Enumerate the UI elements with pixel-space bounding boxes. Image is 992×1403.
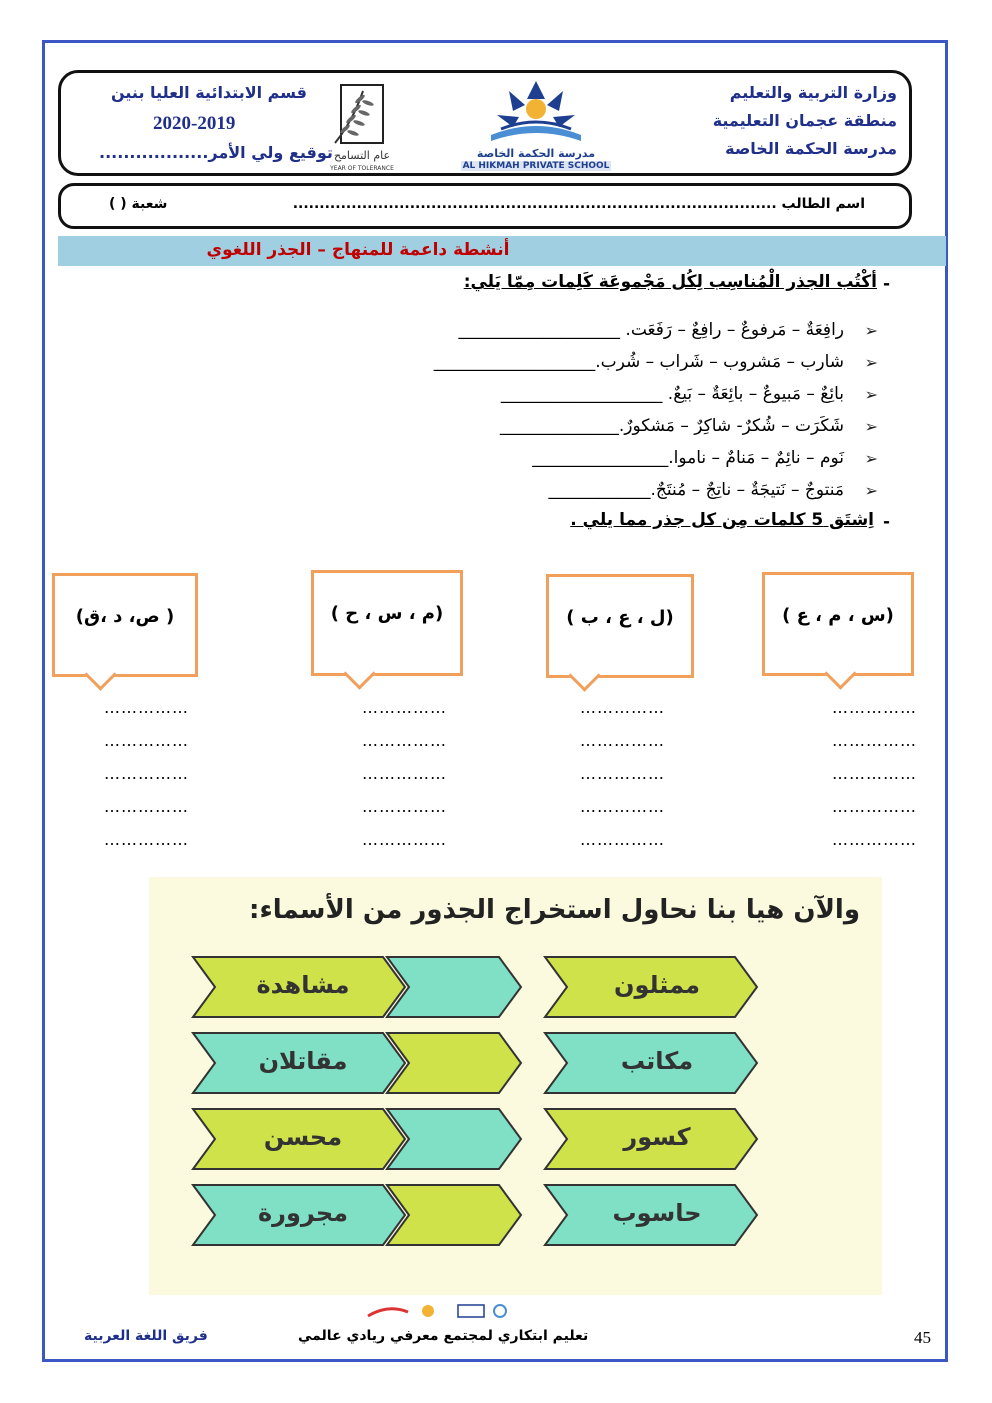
header-box (58, 70, 912, 176)
section-field: شعبة ( ) (109, 196, 168, 212)
puzzle-title: والآن هيا بنا نحاول استخراج الجذور من الأسماء: (249, 895, 860, 925)
banner-title: أنشطة داعمة للمنهاج – الجذر اللغوي (206, 240, 510, 260)
puzzle-word-right: مكاتب (620, 1047, 694, 1075)
list-item: شارب – مَشروب – شَراب – شُرب.___________________ (433, 352, 844, 372)
root-bubble-3 (311, 570, 463, 676)
tolerance-arabic: عام التسامح (333, 149, 391, 162)
answer-line: …………… (580, 830, 665, 849)
bullet-arrow-icon: ➢ (864, 481, 878, 500)
tolerance-logo (323, 81, 401, 175)
root-label: ( ص، د ،ق) (75, 606, 175, 627)
root-label: (م ، س ، ح ) (330, 603, 444, 624)
department-label: قسم الابتدائية العليا بنين (111, 83, 307, 102)
answer-line: …………… (362, 830, 447, 849)
footer-slogan: تعليم ابتكاري لمجتمع معرفي ريادي عالمي (298, 1328, 589, 1344)
answer-line: …………… (832, 731, 917, 750)
root-bubble-4 (52, 573, 198, 677)
root-label: (ل ، ع ، ب ) (566, 607, 674, 628)
school-year: 2020-2019 (153, 113, 236, 134)
tolerance-english: YEAR OF TOLERANCE (330, 165, 394, 172)
answer-line: …………… (832, 797, 917, 816)
bullet-arrow-icon: ➢ (864, 449, 878, 468)
activities-banner (58, 236, 946, 266)
answer-line: …………… (832, 764, 917, 783)
answer-line: …………… (362, 731, 447, 750)
footer-team: فريق اللغة العربية (84, 1328, 208, 1344)
roots-puzzle-image (149, 877, 882, 1295)
answer-line: …………… (832, 698, 917, 717)
puzzle-word-right: كسور (623, 1123, 691, 1151)
question2-dash: - (882, 512, 890, 532)
answer-line: …………… (104, 764, 189, 783)
school-label: مدرسة الحكمة الخاصة (725, 139, 897, 158)
logo-english-name: AL HIKMAH PRIVATE SCHOOL (462, 161, 610, 171)
answer-line: …………… (580, 698, 665, 717)
question1-title: أكْتُب الجذر الْمُناسِب لِكُل مَجْموعَة كَلِمات مِمّا يَلي: (463, 272, 877, 292)
region-label: منطقة عجمان التعليمية (712, 111, 897, 130)
footer-logos (366, 1302, 516, 1320)
answer-line: …………… (580, 764, 665, 783)
answer-line: …………… (362, 698, 447, 717)
parent-signature: توقيع ولي الأمر.................. (99, 143, 333, 162)
bullet-arrow-icon: ➢ (864, 385, 878, 404)
root-label: (س ، م ، ع ) (782, 605, 894, 626)
list-item: رافِعَةٌ – مَرفوعٌ – رافِعٌ – رَفَعَت. ___________________ (458, 320, 844, 340)
puzzle-word-left: محسن (263, 1123, 343, 1151)
list-item: بائِعٌ – مَبيوعٌ – بائِعَةٌ – بَيعٌ. ___________________ (500, 384, 844, 404)
answer-line: …………… (832, 830, 917, 849)
answer-line: …………… (104, 731, 189, 750)
answer-line: …………… (104, 698, 189, 717)
puzzle-arrows (149, 877, 882, 1295)
list-item: شَكَرَت – شُكرٌ- شاكِرٌ – مَشكورٌ.______________ (499, 416, 844, 436)
school-logo (461, 77, 611, 173)
list-item: مَنتوجٌ – نَتيجَةٌ – ناتِجٌ – مُنتَجٌ.____________ (548, 480, 844, 500)
puzzle-word-left: مقاتلان (258, 1047, 348, 1075)
ministry-label: وزارة التربية والتعليم (729, 83, 897, 102)
answer-line: …………… (362, 764, 447, 783)
logo-arabic-name: مدرسة الحكمة الخاصة (476, 147, 596, 160)
bullet-arrow-icon: ➢ (864, 353, 878, 372)
answer-line: …………… (104, 830, 189, 849)
question2-title: اِشتَق 5 كلمات مِن كل جذر مما يلي . (570, 510, 874, 530)
puzzle-word-right: حاسوب (612, 1199, 702, 1227)
answer-line: …………… (104, 797, 189, 816)
answer-line: …………… (580, 797, 665, 816)
answer-line: …………… (580, 731, 665, 750)
root-bubble-2 (546, 574, 694, 678)
puzzle-word-left: مجرورة (258, 1199, 348, 1227)
root-bubble-1 (762, 572, 914, 676)
page-number: 45 (914, 1328, 931, 1347)
bullet-arrow-icon: ➢ (864, 417, 878, 436)
puzzle-word-left: مشاهدة (256, 971, 350, 999)
puzzle-word-right: ممثلون (613, 971, 701, 999)
answer-line: …………… (362, 797, 447, 816)
bullet-arrow-icon: ➢ (864, 321, 878, 340)
list-item: نَوم – نائِمٌ – مَنامٌ – ناموا.________________ (532, 448, 844, 468)
student-info-box (58, 183, 912, 229)
question1-dash: - (882, 274, 890, 294)
student-name-field: اسم الطالب ........................................................................................... (292, 196, 865, 212)
